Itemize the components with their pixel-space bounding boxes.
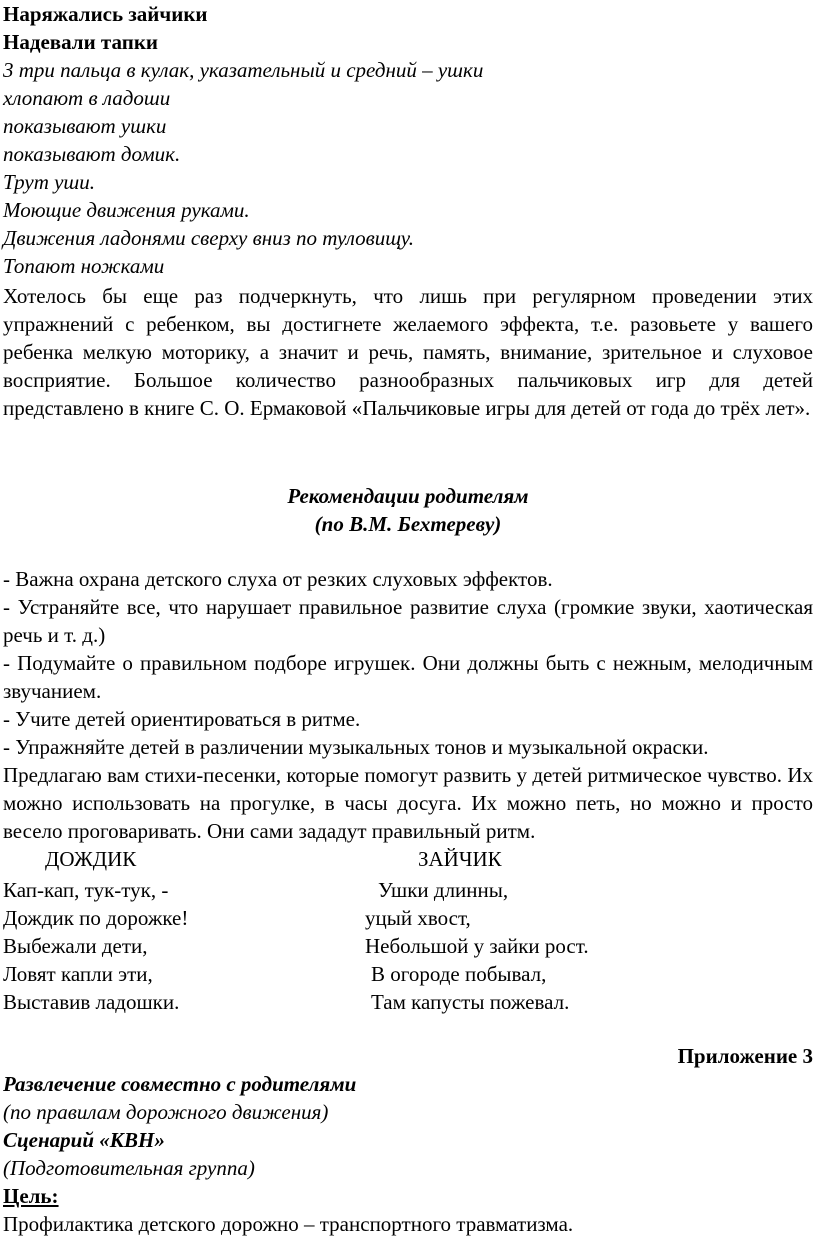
appendix-title: Развлечение совместно с родителями (3, 1072, 357, 1096)
poem-right-line: В огороде побывал, (371, 962, 547, 986)
line-7: Трут уши. (3, 170, 96, 194)
intro-paragraph: Хотелось бы еще раз подчеркнуть, что лишь при регулярном проведении этих упражнений с ребенком, вы достигнете желаемого эффекта, т.е. разовьете у вашего ребенка мелкую моторику, а значит и речь, память, внимание, зрительное и слуховое восприятие. Большое количество разнообразных пальчиковых игр для детей представлено в книге С. О. Ермаковой «Пальчиковые игры для детей от года до трёх лет». (3, 284, 813, 420)
appendix-label: Приложение 3 (677, 1044, 813, 1068)
line-2: Надевали тапки (3, 30, 159, 54)
appendix-goal-label: Цель: (3, 1184, 59, 1208)
line-5: показывают ушки (3, 114, 167, 138)
poem-left-line: Выставив ладошки. (3, 990, 180, 1014)
appendix-goal-text: Профилактика детского дорожно – транспортного травматизма. (3, 1212, 574, 1236)
poem-right-line: Там капусты пожевал. (371, 990, 570, 1014)
appendix-subtitle: (по правилам дорожного движения) (3, 1100, 329, 1124)
poem-left-line: Дождик по дорожке! (3, 906, 189, 930)
appendix-scenario: Сценарий «КВН» (3, 1128, 165, 1152)
recommendation-item: - Упражняйте детей в различении музыкальных тонов и музыкальной окраски. (3, 735, 709, 759)
poem-right-line: уцый хвост, (365, 906, 471, 930)
poem-right-line: Ушки длинны, (378, 878, 509, 902)
line-9: Движения ладонями сверху вниз по туловищу. (3, 226, 415, 250)
recommendations-subtitle: (по В.М. Бехтереву) (314, 512, 502, 536)
line-6: показывают домик. (3, 142, 181, 166)
appendix-group: (Подготовительная группа) (3, 1156, 255, 1180)
poem-left-line: Кап-кап, тук-тук, - (3, 878, 169, 902)
poem-right-title: ЗАЙЧИК (418, 847, 502, 871)
poem-left-title: ДОЖДИК (45, 847, 137, 871)
recommendation-item: - Важна охрана детского слуха от резких слуховых эффектов. (3, 567, 553, 591)
line-3: 3 три пальца в кулак, указательный и средний – ушки (3, 58, 484, 82)
recommendations-closing: Предлагаю вам стихи-песенки, которые помогут развить у детей ритмическое чувство. Их можно использовать на прогулке, в часы досуга. Их можно петь, но можно и просто весело проговаривать. Они сами зададут правильный ритм. (3, 763, 813, 843)
line-1: Наряжались зайчики (3, 2, 208, 26)
line-4: хлопают в ладоши (3, 86, 171, 110)
poem-left-line: Ловят капли эти, (3, 962, 153, 986)
line-10: Топают ножками (3, 254, 165, 278)
recommendation-item: - Подумайте о правильном подборе игрушек. Они должны быть с нежным, мелодичным звучанием. (3, 651, 813, 703)
recommendations-title: Рекомендации родителям (287, 484, 529, 508)
recommendation-item: - Учите детей ориентироваться в ритме. (3, 707, 361, 731)
poem-right-line: Небольшой у зайки рост. (365, 934, 589, 958)
line-8: Моющие движения руками. (3, 198, 250, 222)
poem-left-line: Выбежали дети, (3, 934, 148, 958)
recommendation-item: - Устраняйте все, что нарушает правильное развитие слуха (громкие звуки, хаотическая речь и т. д.) (3, 595, 813, 647)
